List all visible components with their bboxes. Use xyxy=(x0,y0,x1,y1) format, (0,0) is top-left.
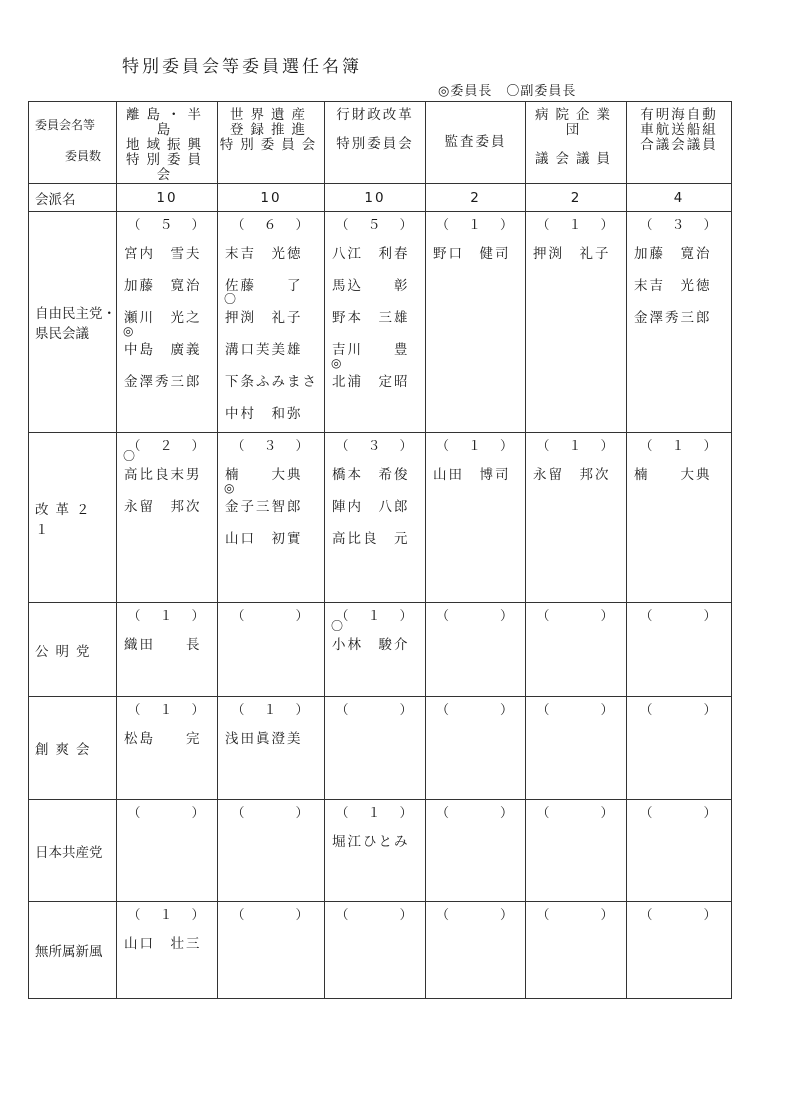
member-name: 山口 初實 xyxy=(225,531,303,547)
seat-count: （ ） xyxy=(127,806,208,821)
seat-count: （ ３ ） xyxy=(335,439,416,454)
member-entry xyxy=(123,449,211,491)
party-name: 公明党 xyxy=(29,603,117,697)
member-name: 溝口芙美雄 xyxy=(225,342,303,358)
member-name: 加藤 寛治 xyxy=(634,246,712,262)
member-entry xyxy=(332,334,419,366)
seat-count: （ ６ ） xyxy=(231,218,312,233)
member-cell xyxy=(117,603,218,697)
member-cell xyxy=(526,603,627,697)
member-entry xyxy=(225,334,318,366)
members-label: 委員数 xyxy=(65,149,102,163)
seat-count: （ １ ） xyxy=(639,439,720,454)
member-cell xyxy=(426,212,526,433)
member-cell xyxy=(325,212,426,433)
committee-member-count: 10 xyxy=(117,184,218,212)
member-entry xyxy=(433,459,519,491)
member-cell xyxy=(627,697,732,800)
party-row xyxy=(29,603,732,697)
member-entry xyxy=(225,523,318,555)
member-cell xyxy=(526,212,627,433)
committee-name-line: 有明海自動 xyxy=(640,107,718,123)
member-entry xyxy=(433,238,519,270)
member-entry xyxy=(224,481,318,523)
member-cell xyxy=(526,902,627,999)
seat-count: （ ） xyxy=(536,609,617,624)
seat-count: （ ） xyxy=(231,908,312,923)
member-cell xyxy=(426,433,526,603)
member-entry xyxy=(332,826,419,858)
member-entry xyxy=(533,459,620,491)
party-row xyxy=(29,800,732,902)
header-corner xyxy=(29,102,117,184)
party-row xyxy=(29,697,732,800)
member-cell xyxy=(218,697,325,800)
seat-count: （ ） xyxy=(639,703,720,718)
member-entry xyxy=(634,270,725,302)
member-entry xyxy=(634,302,725,334)
seat-count: （ １ ） xyxy=(435,218,516,233)
member-entry xyxy=(332,302,419,334)
seat-count: （ ） xyxy=(231,806,312,821)
seat-count: （ １ ） xyxy=(127,609,208,624)
member-entry xyxy=(124,270,211,302)
member-cell xyxy=(117,433,218,603)
member-cell xyxy=(526,433,627,603)
member-cell xyxy=(117,212,218,433)
member-entry xyxy=(123,324,211,366)
member-name: 末吉 光徳 xyxy=(225,246,303,262)
seat-count: （ ） xyxy=(231,609,312,624)
seat-count: （ ５ ） xyxy=(335,218,416,233)
member-name: 野口 健司 xyxy=(433,246,511,262)
member-name: 末吉 光徳 xyxy=(634,278,712,294)
member-name: 北浦 定昭 xyxy=(332,374,410,390)
committee-name-line: 病院企業団 xyxy=(535,107,617,138)
party-name: 改革２１ xyxy=(29,433,117,603)
party-row xyxy=(29,902,732,999)
committee-name-line: 車航送船組 xyxy=(640,122,718,138)
member-name: 橋本 希俊 xyxy=(332,467,410,483)
member-name: 堀江ひとみ xyxy=(332,834,410,850)
member-name: 織田 長 xyxy=(124,637,202,653)
member-cell xyxy=(325,800,426,902)
member-cell xyxy=(426,902,526,999)
member-cell xyxy=(627,433,732,603)
member-cell xyxy=(325,902,426,999)
member-cell xyxy=(325,603,426,697)
seat-count: （ １ ） xyxy=(536,439,617,454)
party-row xyxy=(29,212,732,433)
seat-count: （ １ ） xyxy=(127,703,208,718)
member-entry xyxy=(124,928,211,960)
member-name: 小林 駿介 xyxy=(332,637,410,653)
committee-name-2 xyxy=(218,102,325,184)
member-cell xyxy=(117,800,218,902)
member-name: 野本 三雄 xyxy=(332,310,410,326)
member-name: 中島 廣義 xyxy=(124,342,202,358)
seat-count: （ ） xyxy=(536,908,617,923)
member-name: 中村 和弥 xyxy=(225,406,303,422)
chair-mark-icon: ◎ xyxy=(123,324,134,338)
member-cell xyxy=(627,212,732,433)
member-cell xyxy=(218,603,325,697)
member-entry xyxy=(331,356,419,398)
member-entry xyxy=(225,459,318,491)
member-name: 宮内 雪夫 xyxy=(124,246,202,262)
seat-count: （ ５ ） xyxy=(127,218,208,233)
seat-count: （ ３ ） xyxy=(639,218,720,233)
member-name: 馬込 彰 xyxy=(332,278,410,294)
seat-count: （ ） xyxy=(639,609,720,624)
member-entry xyxy=(124,366,211,398)
party-row xyxy=(29,433,732,603)
member-name: 加藤 寛治 xyxy=(124,278,202,294)
committee-label: 委員会名等 xyxy=(35,118,96,132)
seat-count: （ ） xyxy=(435,609,516,624)
seat-count: （ ） xyxy=(335,703,416,718)
member-name: 押渕 礼子 xyxy=(533,246,611,262)
member-cell xyxy=(218,800,325,902)
member-name: 八江 利春 xyxy=(332,246,410,262)
member-name: 下条ふみまさ xyxy=(225,374,318,390)
committee-member-count: 2 xyxy=(526,184,627,212)
committee-name-line: 特別委員会 xyxy=(336,136,414,152)
member-entry xyxy=(124,629,211,661)
member-cell xyxy=(627,902,732,999)
committee-member-count: 10 xyxy=(325,184,426,212)
committee-name-line: 行財政改革 xyxy=(336,107,414,123)
committee-name-line: 議会議員 xyxy=(535,151,617,167)
member-name: 佐藤 了 xyxy=(225,278,303,294)
member-name: 陣内 八郎 xyxy=(332,499,410,515)
vice-chair-mark-icon: 〇 xyxy=(224,292,237,306)
member-name: 吉川 豊 xyxy=(332,342,410,358)
member-entry xyxy=(533,238,620,270)
member-name: 瀬川 光之 xyxy=(124,310,202,326)
member-entry xyxy=(634,459,725,491)
mark-legend: ◎委員長 〇副委員長 xyxy=(438,84,577,99)
committee-name-5 xyxy=(526,102,627,184)
member-entry xyxy=(225,270,318,302)
member-cell xyxy=(627,800,732,902)
committee-name-6 xyxy=(627,102,732,184)
chair-mark-icon: ◎ xyxy=(331,356,342,370)
seat-count: （ １ ） xyxy=(127,908,208,923)
seat-count: （ １ ） xyxy=(335,806,416,821)
committee-member-count: 2 xyxy=(426,184,526,212)
seat-count: （ １ ） xyxy=(335,609,416,624)
member-entry xyxy=(225,366,318,398)
committee-name-line: 登録推進 xyxy=(230,122,312,138)
member-cell xyxy=(426,800,526,902)
seat-count: （ ） xyxy=(536,806,617,821)
member-entry xyxy=(332,523,419,555)
party-name: 日本共産党 xyxy=(29,800,117,902)
member-cell xyxy=(325,697,426,800)
member-name: 楠 大典 xyxy=(634,467,712,483)
member-name: 楠 大典 xyxy=(225,467,303,483)
committee-header-row xyxy=(29,102,732,184)
member-name: 山田 博司 xyxy=(433,467,511,483)
committee-name-1 xyxy=(117,102,218,184)
faction-label: 会派名 xyxy=(29,184,117,212)
seat-count: （ １ ） xyxy=(536,218,617,233)
member-cell xyxy=(218,433,325,603)
chair-mark-icon: ◎ xyxy=(224,481,235,495)
member-name: 山口 壮三 xyxy=(124,936,202,952)
member-entry xyxy=(332,238,419,270)
committee-name-line: 地域振興 xyxy=(126,137,208,153)
seat-count: （ １ ） xyxy=(231,703,312,718)
count-row xyxy=(29,184,732,212)
member-cell xyxy=(426,603,526,697)
member-cell xyxy=(117,697,218,800)
seat-count: （ １ ） xyxy=(435,439,516,454)
member-entry xyxy=(332,459,419,491)
committee-name-line: 特別委員会 xyxy=(126,152,208,183)
member-name: 高比良 元 xyxy=(332,531,410,547)
committee-name-line: 合議会議員 xyxy=(640,137,718,153)
member-name: 浅田眞澄美 xyxy=(225,731,303,747)
member-cell xyxy=(325,433,426,603)
member-name: 金澤秀三郎 xyxy=(634,310,712,326)
member-name: 永留 邦次 xyxy=(124,499,202,515)
seat-count: （ ） xyxy=(435,908,516,923)
page-title: 特別委員会等委員選任名簿 xyxy=(122,57,362,77)
member-entry xyxy=(331,619,419,661)
committee-name-line: 監査委員 xyxy=(444,134,507,150)
member-cell xyxy=(426,697,526,800)
member-entry xyxy=(332,270,419,302)
committee-name-line: 特別委員会 xyxy=(219,137,323,153)
member-entry xyxy=(225,398,318,430)
committee-name-line: 離島・半島 xyxy=(126,107,208,138)
party-name: 創爽会 xyxy=(29,697,117,800)
seat-count: （ ） xyxy=(639,908,720,923)
member-entry xyxy=(124,302,211,334)
seat-count: （ ） xyxy=(536,703,617,718)
member-entry xyxy=(124,238,211,270)
member-entry xyxy=(124,491,211,523)
seat-count: （ ） xyxy=(435,703,516,718)
member-entry xyxy=(332,491,419,523)
seat-count: （ ２ ） xyxy=(127,439,208,454)
vice-chair-mark-icon: 〇 xyxy=(123,449,136,463)
vice-chair-mark-icon: 〇 xyxy=(331,619,344,633)
member-cell xyxy=(117,902,218,999)
member-name: 永留 邦次 xyxy=(533,467,611,483)
member-name: 押渕 礼子 xyxy=(225,310,303,326)
seat-count: （ ３ ） xyxy=(231,439,312,454)
committee-member-count: 10 xyxy=(218,184,325,212)
member-cell xyxy=(627,603,732,697)
committee-name-line: 世界遺産 xyxy=(230,107,312,123)
member-entry xyxy=(224,292,318,334)
roster-table xyxy=(28,101,732,999)
seat-count: （ ） xyxy=(435,806,516,821)
member-cell xyxy=(526,800,627,902)
party-name: 自由民主党・県民会議 xyxy=(29,212,117,433)
member-entry xyxy=(225,723,318,755)
member-name: 高比良末男 xyxy=(124,467,202,483)
member-cell xyxy=(218,902,325,999)
member-name: 金子三智郎 xyxy=(225,499,303,515)
committee-member-count: 4 xyxy=(627,184,732,212)
committee-name-4 xyxy=(426,102,526,184)
party-name: 無所属新風 xyxy=(29,902,117,999)
committee-name-3 xyxy=(325,102,426,184)
member-entry xyxy=(225,238,318,270)
seat-count: （ ） xyxy=(639,806,720,821)
member-entry xyxy=(634,238,725,270)
member-cell xyxy=(526,697,627,800)
member-name: 金澤秀三郎 xyxy=(124,374,202,390)
member-cell xyxy=(218,212,325,433)
member-name: 松島 完 xyxy=(124,731,202,747)
member-entry xyxy=(124,723,211,755)
seat-count: （ ） xyxy=(335,908,416,923)
